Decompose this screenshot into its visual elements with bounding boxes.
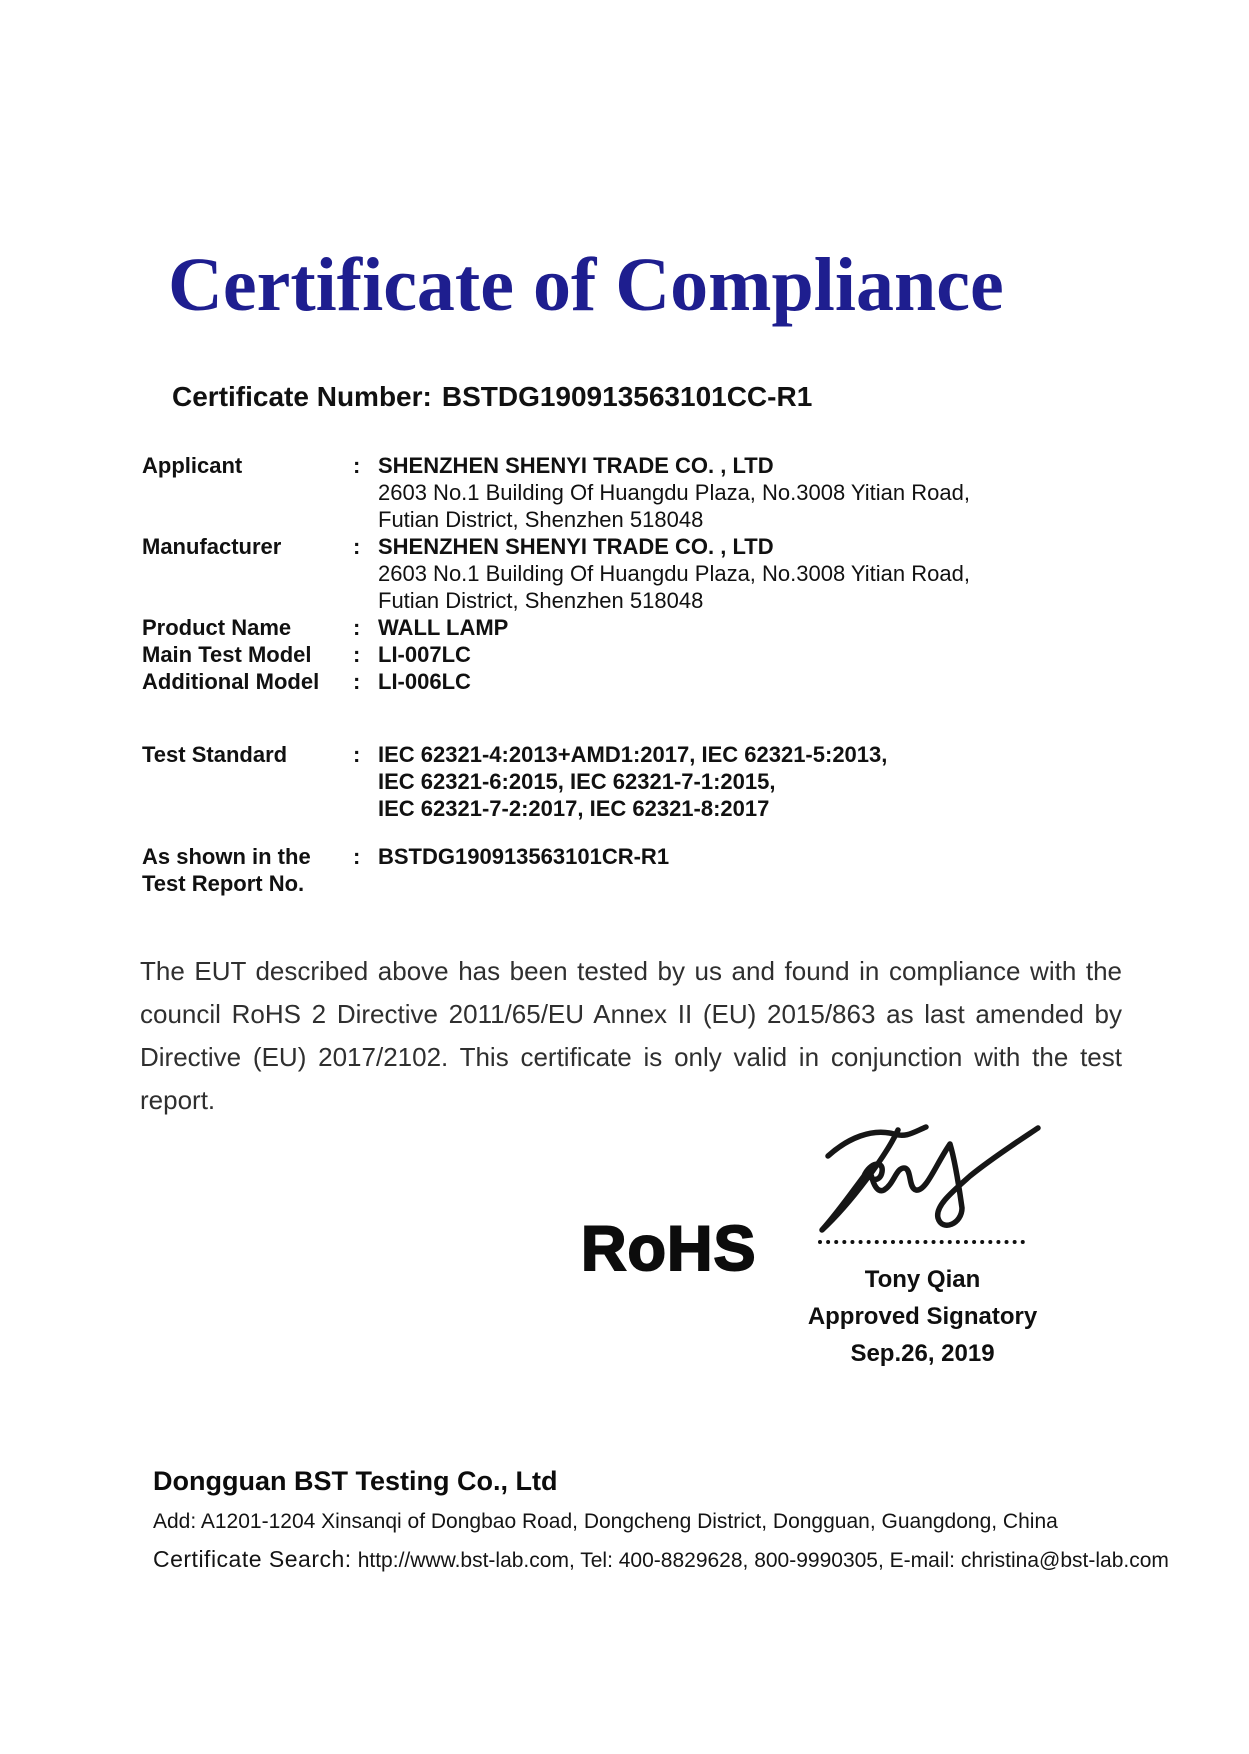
field-address-line: Futian District, Shenzhen 518048 <box>378 507 704 532</box>
field-colon: : <box>353 844 361 869</box>
field-label: Main Test Model <box>142 642 312 667</box>
certificate-search-value: http://www.bst-lab.com, Tel: 400-8829628, 800-9990305, E-mail: christina@bst-lab.com <box>357 1549 1169 1572</box>
field-label: As shown in the <box>142 844 311 869</box>
field-label-line2: Test Report No. <box>142 871 305 896</box>
field-value: LI-007LC <box>378 642 471 667</box>
signatory-role: Approved Signatory <box>807 1303 1038 1330</box>
signatory-block <box>790 1261 1055 1372</box>
field-colon: : <box>353 534 361 559</box>
lab-company-name: Dongguan BST Testing Co., Ltd <box>153 1466 558 1496</box>
compliance-statement: The EUT described above has been tested by us and found in compliance with the council RoHS 2 Directive 2011/65/EU Annex II (EU) 2015/863 as last amended by Directive (EU) 2017/2102. This certificate is only valid in conjunction with the test report. <box>140 956 1122 1115</box>
signature-icon <box>812 1120 1047 1235</box>
field-value: BSTDG190913563101CR-R1 <box>378 844 670 869</box>
field-address-line: 2603 No.1 Building Of Huangdu Plaza, No.3008 Yitian Road, <box>378 561 970 586</box>
certificate-number-label: Certificate Number: <box>172 381 432 412</box>
page-title: Certificate of Compliance <box>168 243 1004 327</box>
field-value: WALL LAMP <box>378 615 509 640</box>
field-value-group <box>378 741 1062 822</box>
field-value: LI-006LC <box>378 669 471 694</box>
field-colon: : <box>353 642 361 667</box>
field-colon: : <box>353 453 361 478</box>
field-row-test-standard <box>142 741 1062 822</box>
field-label: Product Name <box>142 615 292 640</box>
certificate-number-value: BSTDG190913563101CC-R1 <box>441 381 813 412</box>
certificate-number <box>172 381 812 413</box>
field-value-line: IEC 62321-6:2015, IEC 62321-7-1:2015, <box>378 769 776 794</box>
field-row-test-report-no <box>142 843 1062 897</box>
lab-contact-line <box>153 1546 1169 1573</box>
field-address-line: 2603 No.1 Building Of Huangdu Plaza, No.3008 Yitian Road, <box>378 480 970 505</box>
field-colon: : <box>353 615 361 640</box>
signatory-name: Tony Qian <box>864 1266 981 1293</box>
certificate-search-label: Certificate Search: <box>153 1546 352 1572</box>
field-label: Additional Model <box>142 669 320 694</box>
info-table <box>142 452 1062 897</box>
field-row-main-test-model <box>142 641 1062 668</box>
field-label: Test Standard <box>142 742 288 767</box>
field-row-product-name <box>142 614 1062 641</box>
field-row-manufacturer <box>142 533 1062 614</box>
field-value: SHENZHEN SHENYI TRADE CO. , LTD <box>378 534 774 559</box>
field-value: SHENZHEN SHENYI TRADE CO. , LTD <box>378 453 774 478</box>
field-colon: : <box>353 742 361 767</box>
field-label: Applicant <box>142 453 243 478</box>
field-colon: : <box>353 669 361 694</box>
field-address-line: Futian District, Shenzhen 518048 <box>378 588 704 613</box>
lab-address: Add: A1201-1204 Xinsanqi of Dongbao Road, Dongcheng District, Dongguan, Guangdong, China <box>153 1510 1058 1533</box>
field-label-group <box>142 843 353 897</box>
field-row-additional-model <box>142 668 1062 695</box>
signature-line <box>818 1240 1025 1244</box>
field-value-group <box>378 533 1062 614</box>
field-row-applicant <box>142 452 1062 533</box>
signatory-date: Sep.26, 2019 <box>850 1340 995 1367</box>
field-value-group <box>378 452 1062 533</box>
field-value-line: IEC 62321-7-2:2017, IEC 62321-8:2017 <box>378 796 770 821</box>
rohs-mark: RoHS <box>581 1214 757 1284</box>
field-value: IEC 62321-4:2013+AMD1:2017, IEC 62321-5:2013, <box>378 742 888 767</box>
field-label: Manufacturer <box>142 534 282 559</box>
